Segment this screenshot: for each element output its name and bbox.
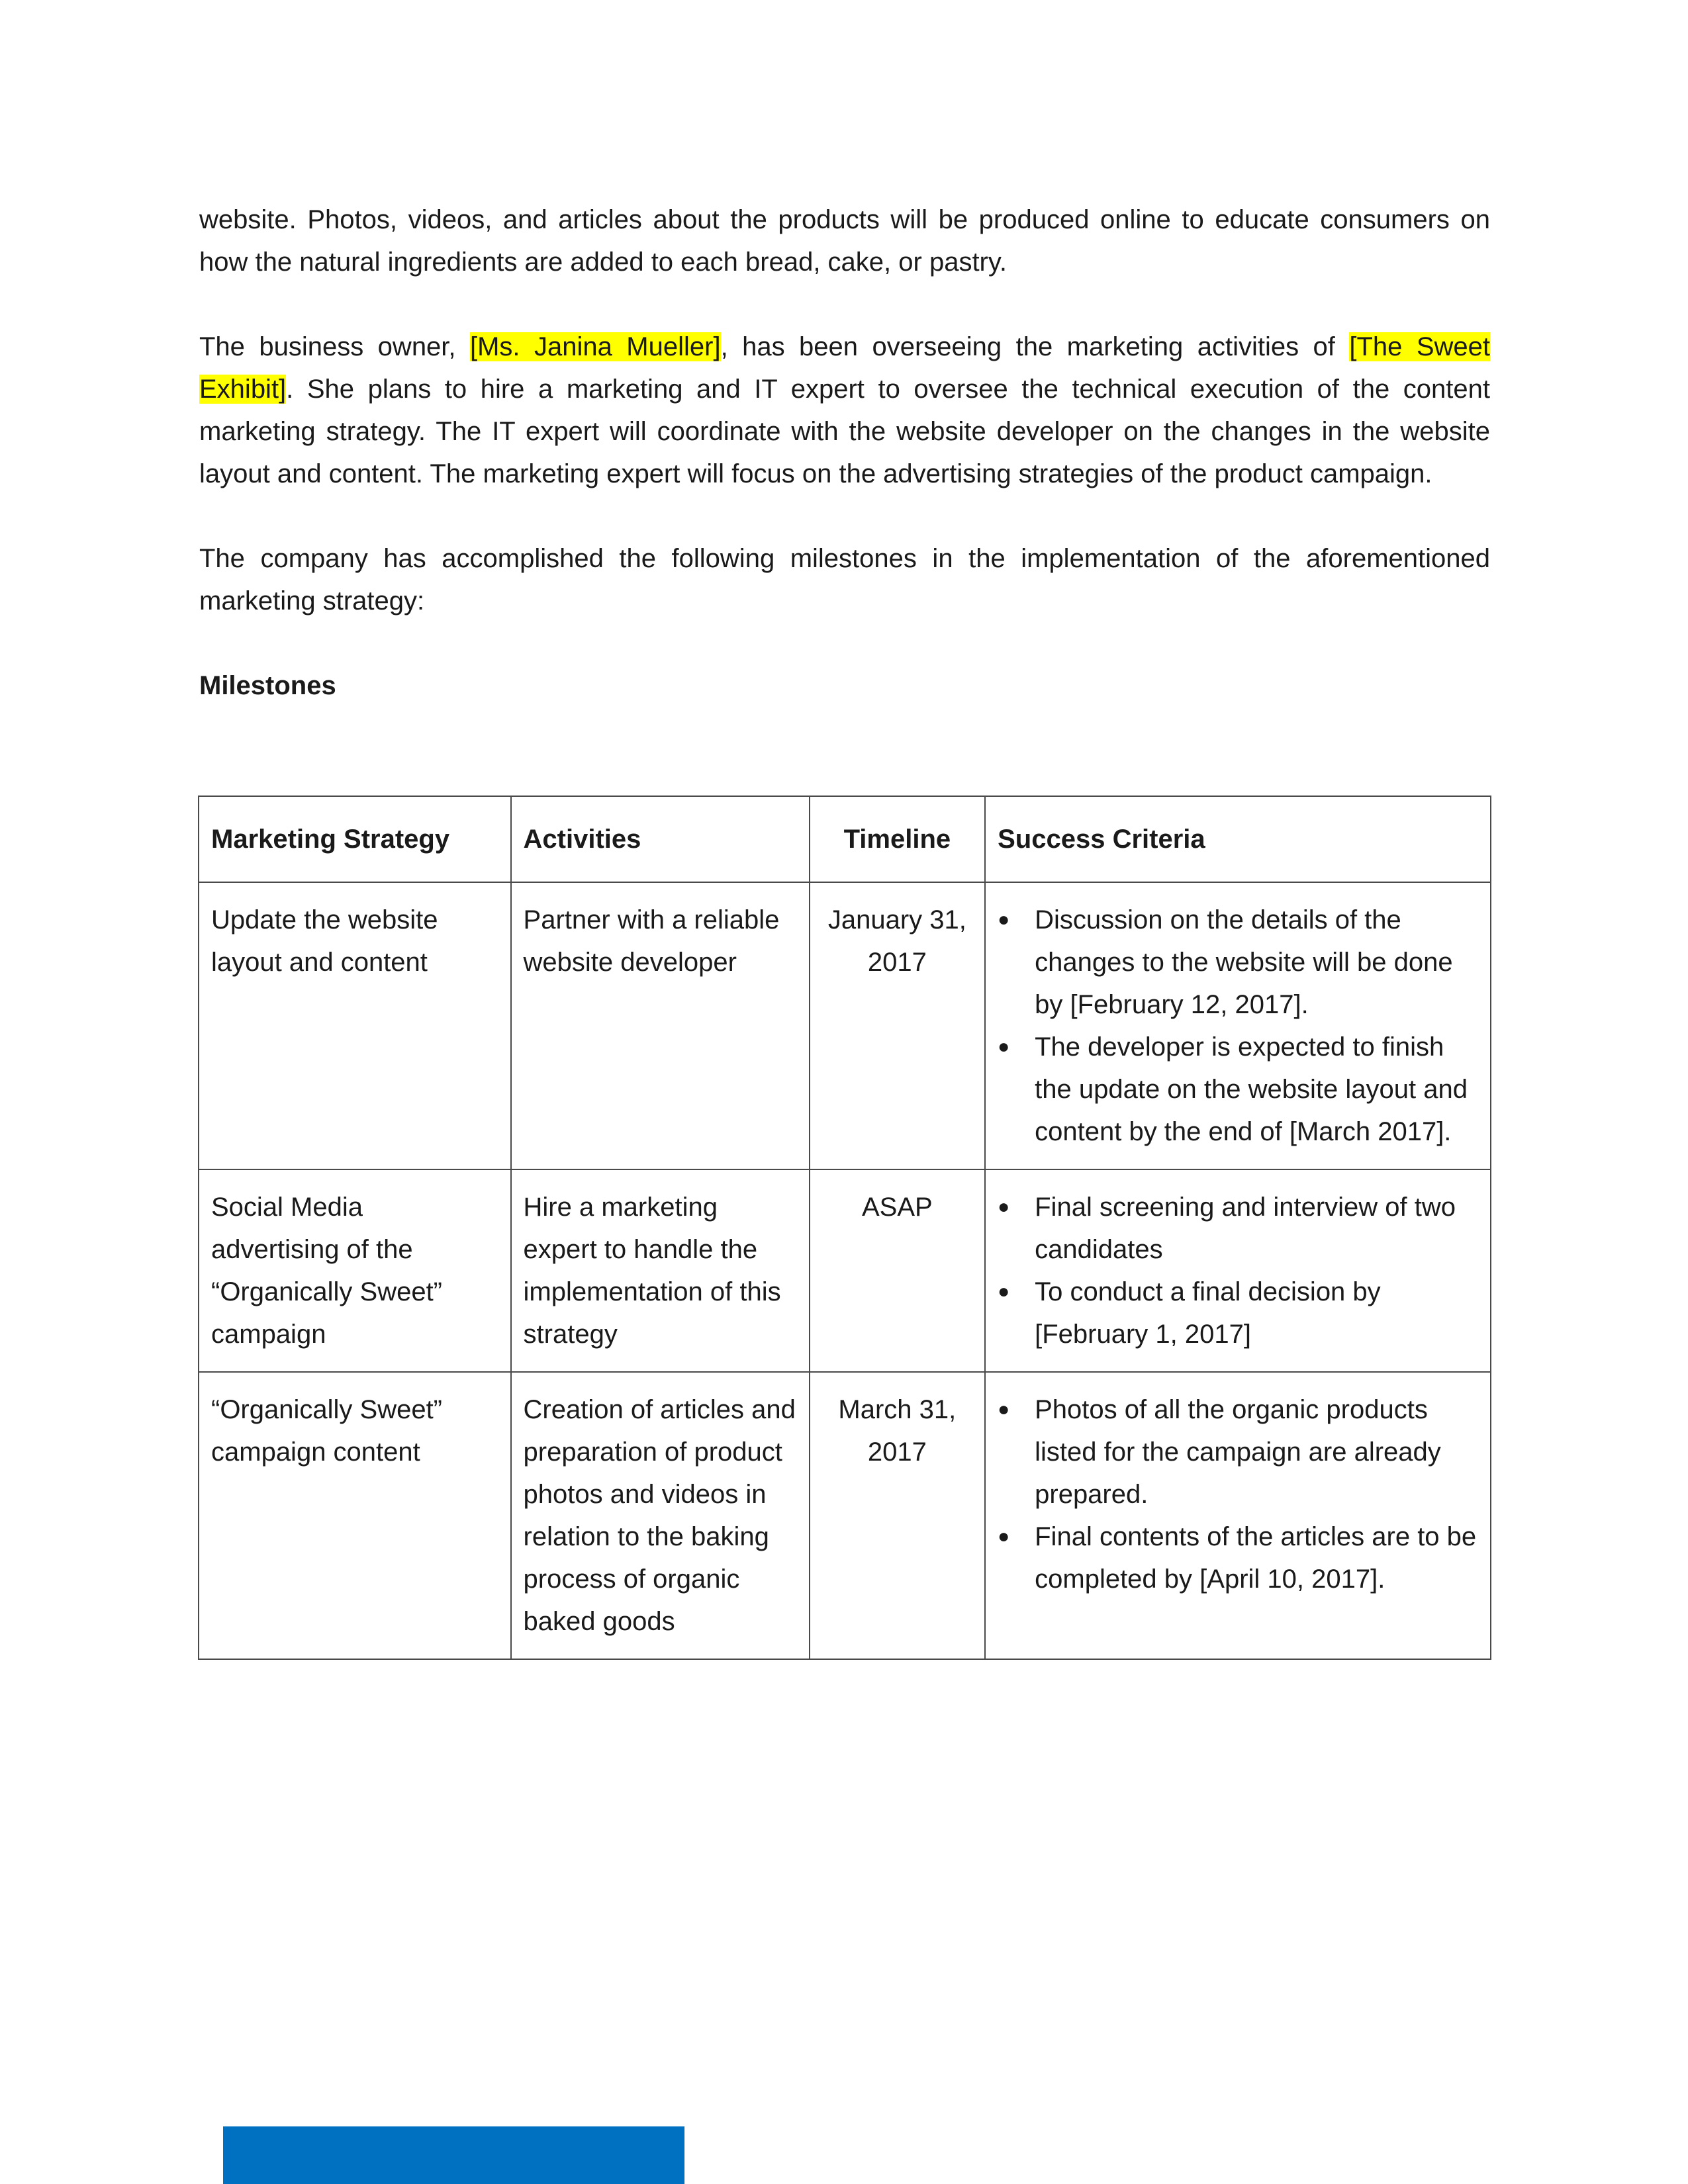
cell-success-criteria [985, 882, 1491, 1169]
bullet-icon: ● [998, 1196, 1010, 1218]
criteria-list [998, 1186, 1478, 1355]
cell-strategy: Update the website layout and content [199, 882, 511, 1169]
cell-success-criteria [985, 1372, 1491, 1659]
criteria-text: Photos of all the organic products listed for the campaign are already prepared. [1035, 1395, 1441, 1509]
footer-accent-bar [223, 2126, 684, 2184]
criteria-item [998, 1516, 1478, 1600]
criteria-item [998, 1026, 1478, 1153]
bullet-icon: ● [998, 1525, 1010, 1547]
cell-timeline: ASAP [810, 1169, 986, 1372]
table-row [199, 1372, 1491, 1659]
table-row [199, 1169, 1491, 1372]
criteria-text: Final screening and interview of two candidates [1035, 1193, 1456, 1264]
milestones-table [198, 796, 1491, 1660]
cell-timeline: March 31, 2017 [810, 1372, 986, 1659]
owner-name-highlight: [Ms. Janina Mueller] [469, 332, 721, 361]
criteria-text: Discussion on the details of the changes to the website will be done by [February 12, 2017]. [1035, 905, 1453, 1019]
criteria-item [998, 1271, 1478, 1355]
cell-timeline: January 31, 2017 [810, 882, 986, 1169]
cell-activities: Partner with a reliable website developer [511, 882, 810, 1169]
criteria-item [998, 1388, 1478, 1516]
owner-trailing-text: . She plans to hire a marketing and IT expert to oversee the technical execution of the content marketing strategy. The IT expert will coordinate with the website developer on the changes in the website layout and content. The marketing expert will focus on the advertising strategies of the product campaign. [199, 375, 1490, 488]
paragraph-business-owner [199, 326, 1490, 495]
header-marketing-strategy: Marketing Strategy [199, 796, 511, 882]
company-name-highlight: [The Sweet Exhibit] [199, 332, 1490, 404]
header-success-criteria: Success Criteria [985, 796, 1491, 882]
criteria-list [998, 1388, 1478, 1600]
criteria-text: The developer is expected to finish the update on the website layout and content by the end of [March 2017]. [1035, 1032, 1468, 1146]
cell-activities: Hire a marketing expert to handle the implementation of this strategy [511, 1169, 810, 1372]
owner-middle-text: , has been overseeing the marketing activities of [720, 332, 1350, 361]
milestones-heading: Milestones [199, 671, 336, 700]
criteria-list [998, 899, 1478, 1153]
bullet-icon: ● [998, 909, 1010, 931]
paragraph-milestones-intro: The company has accomplished the following milestones in the implementation of the aforementioned marketing strategy: [199, 544, 1490, 615]
paragraph-intro: website. Photos, videos, and articles about the products will be produced online to educate consumers on how the natural ingredients are added to each bread, cake, or pastry. [199, 205, 1490, 277]
cell-success-criteria [985, 1169, 1491, 1372]
bullet-icon: ● [998, 1398, 1010, 1420]
bullet-icon: ● [998, 1036, 1010, 1058]
cell-activities: Creation of articles and preparation of product photos and videos in relation to the baking process of organic baked goods [511, 1372, 810, 1659]
table-header-row [199, 796, 1491, 882]
criteria-text: To conduct a final decision by [February 1, 2017] [1035, 1277, 1381, 1349]
criteria-item [998, 1186, 1478, 1271]
criteria-text: Final contents of the articles are to be completed by [April 10, 2017]. [1035, 1522, 1477, 1594]
document-body [199, 199, 1490, 707]
criteria-item [998, 899, 1478, 1026]
header-activities: Activities [511, 796, 810, 882]
cell-strategy: Social Media advertising of the “Organically Sweet” campaign [199, 1169, 511, 1372]
table-row [199, 882, 1491, 1169]
owner-lead-text: The business owner, [199, 332, 470, 361]
bullet-icon: ● [998, 1281, 1010, 1302]
header-timeline: Timeline [810, 796, 986, 882]
cell-strategy: “Organically Sweet” campaign content [199, 1372, 511, 1659]
